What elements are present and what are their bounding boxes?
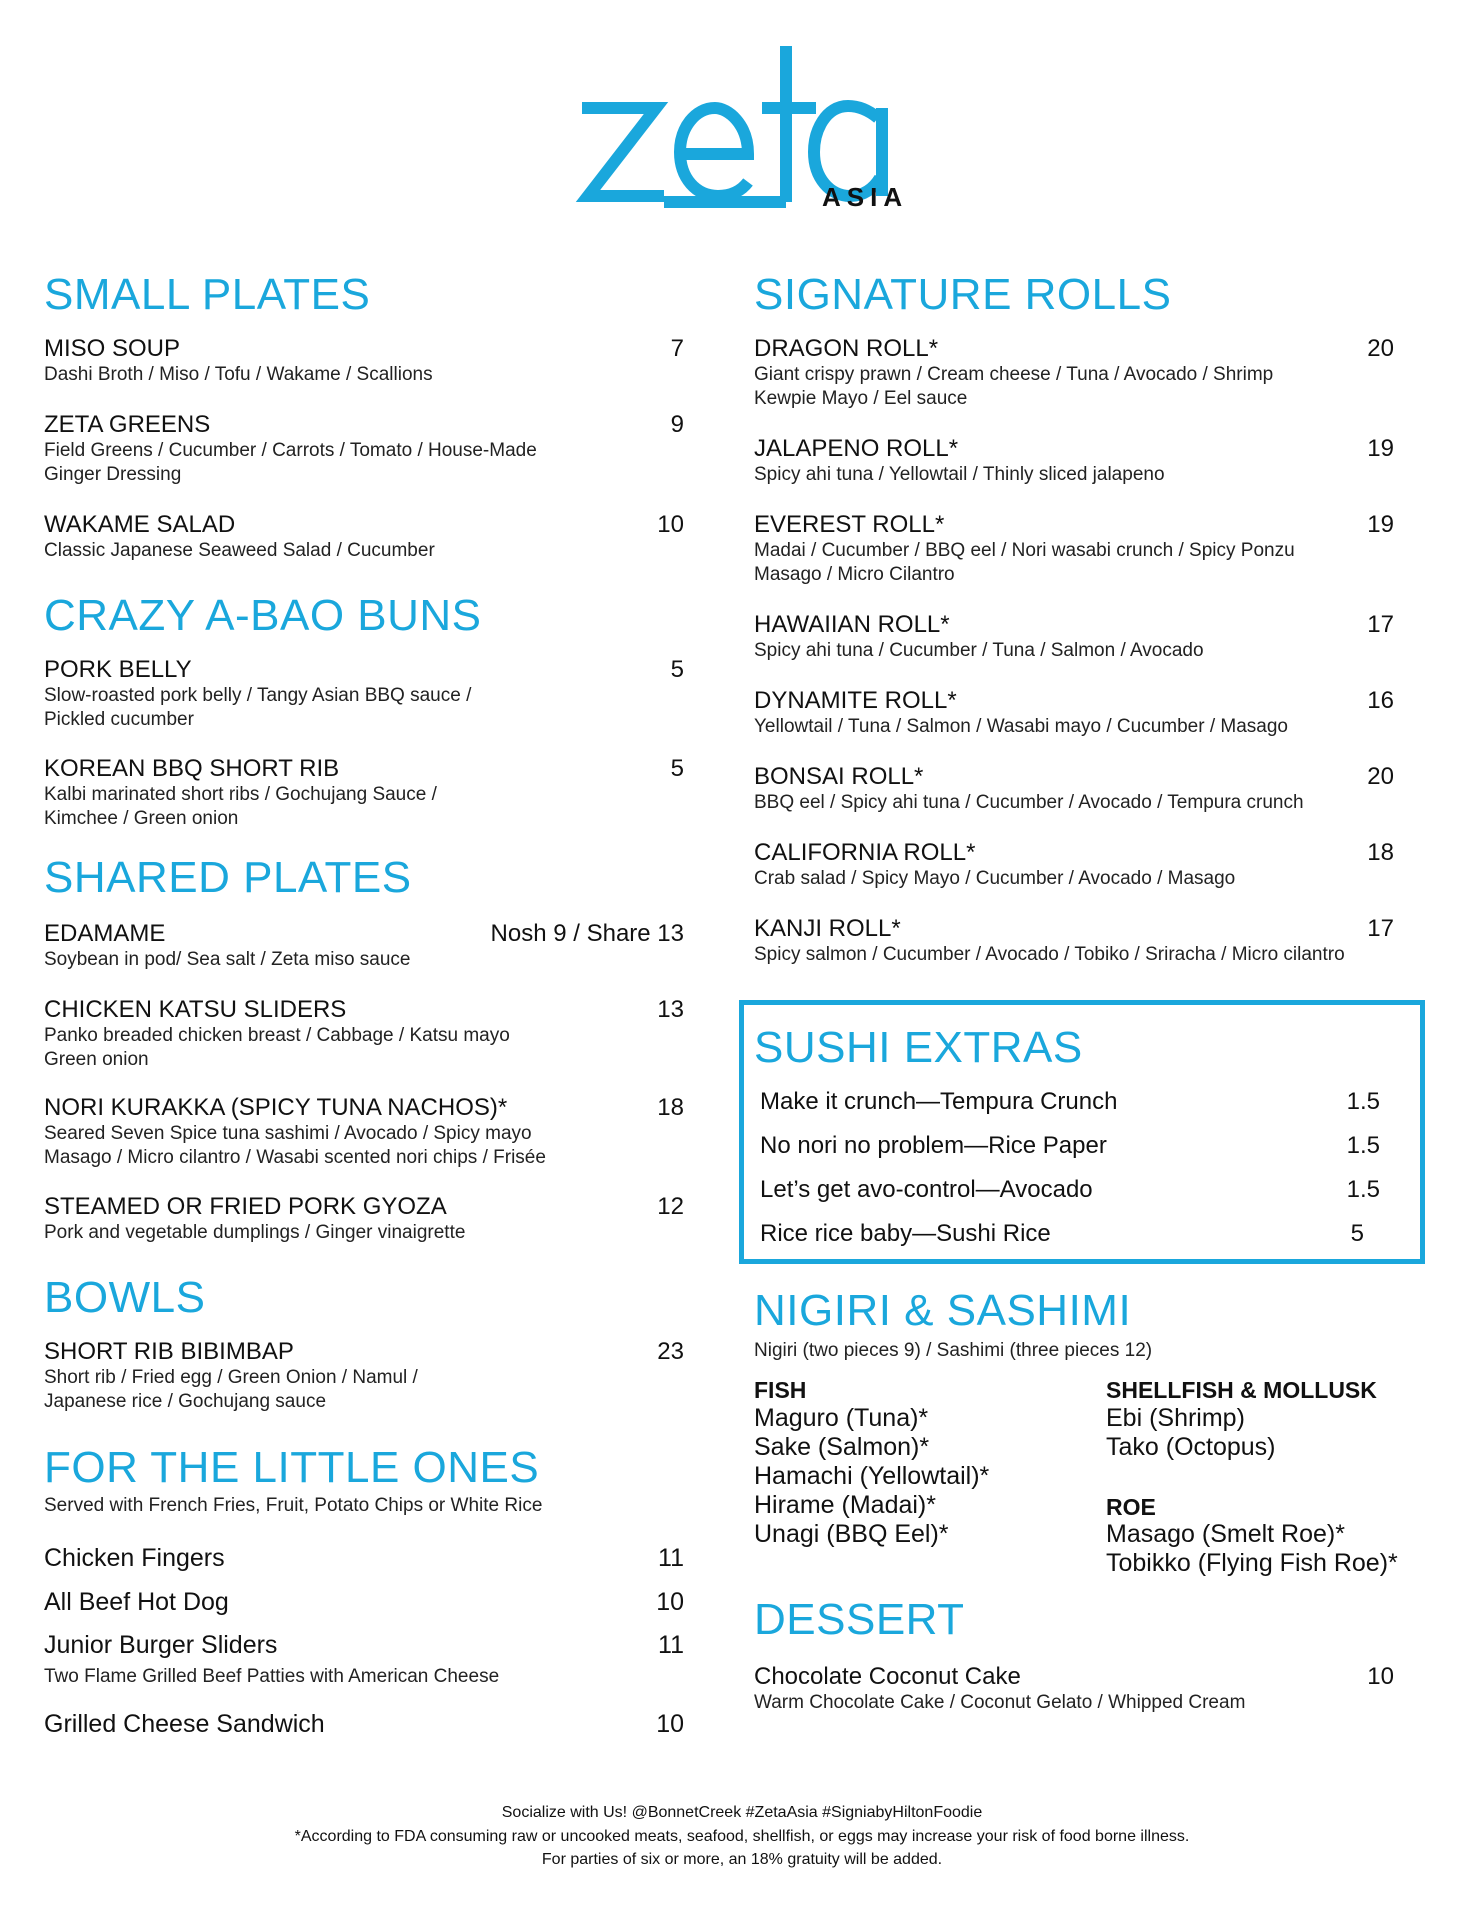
menu-item: Chocolate Coconut Cake 10 Warm Chocolate Cake / Coconut Gelato / Whipped Cream	[754, 1663, 1394, 1713]
gratuity-note: For parties of six or more, an 18% gratuity will be added.	[541, 1851, 943, 1868]
list-item: Sake (Salmon)*	[754, 1433, 930, 1461]
list-item: Maguro (Tuna)*	[754, 1404, 929, 1432]
menu-item: Grilled Cheese Sandwich 10	[44, 1710, 684, 1738]
menu-item: JALAPENO ROLL* 19 Spicy ahi tuna / Yellowtail / Thinly sliced jalapeno	[754, 435, 1394, 485]
zeta-asia-logo	[560, 36, 960, 216]
little-ones-title: FOR THE LITTLE ONES	[44, 1443, 540, 1492]
social-line: Socialize with Us! @BonnetCreek #ZetaAsia #SigniabyHiltonFoodie	[501, 1804, 983, 1821]
menu-item: NORI KURAKKA (SPICY TUNA NACHOS)* 18 Seared Seven Spice tuna sashimi / Avocado / Spicy mayo Masago / Micro cilantro / Wasabi scented nori chips / Frisée	[44, 1094, 684, 1168]
menu-item: CHICKEN KATSU SLIDERS 13 Panko breaded chicken breast / Cabbage / Katsu mayo Green onion	[44, 996, 684, 1070]
menu-item: Junior Burger Sliders 11 Two Flame Grilled Beef Patties with American Cheese	[44, 1631, 684, 1687]
menu-item: WAKAME SALAD 10 Classic Japanese Seaweed Salad / Cucumber	[44, 511, 684, 561]
dessert-title: DESSERT	[754, 1595, 965, 1644]
list-item: Hamachi (Yellowtail)*	[754, 1462, 990, 1490]
menu-item: KANJI ROLL* 17 Spicy salmon / Cucumber / Avocado / Tobiko / Sriracha / Micro cilantro	[754, 915, 1394, 965]
nigiri-title: NIGIRI & SASHIMI	[754, 1286, 1132, 1335]
menu-item: HAWAIIAN ROLL* 17 Spicy ahi tuna / Cucumber / Tuna / Salmon / Avocado	[754, 611, 1394, 661]
menu-item: KOREAN BBQ SHORT RIB 5 Kalbi marinated short ribs / Gochujang Sauce / Kimchee / Green onion	[44, 755, 684, 829]
list-item: Unagi (BBQ Eel)*	[754, 1520, 949, 1548]
menu-item: STEAMED OR FRIED PORK GYOZA 12 Pork and vegetable dumplings / Ginger vinaigrette	[44, 1193, 684, 1243]
sushi-extras-box	[739, 1000, 1425, 1264]
menu-item: EVEREST ROLL* 19 Madai / Cucumber / BBQ eel / Nori wasabi crunch / Spicy Ponzu Masago / Micro Cilantro	[754, 511, 1394, 585]
menu-item: MISO SOUP 7 Dashi Broth / Miso / Tofu / Wakame / Scallions	[44, 335, 684, 385]
menu-item: DYNAMITE ROLL* 16 Yellowtail / Tuna / Salmon / Wasabi mayo / Cucumber / Masago	[754, 687, 1394, 737]
signature-rolls-title: SIGNATURE ROLLS	[754, 270, 1172, 319]
roe-heading: ROE	[1106, 1494, 1156, 1520]
menu-item: BONSAI ROLL* 20 BBQ eel / Spicy ahi tuna / Cucumber / Avocado / Tempura crunch	[754, 763, 1394, 813]
shellfish-heading: SHELLFISH & MOLLUSK	[1106, 1377, 1377, 1403]
list-item: Ebi (Shrimp)	[1106, 1404, 1245, 1432]
list-item: Tako (Octopus)	[1106, 1433, 1276, 1461]
sushi-extras-title: SUSHI EXTRAS	[754, 1023, 1083, 1072]
list-item: Make it crunch—Tempura Crunch 1.5	[760, 1088, 1380, 1115]
menu-item: Chicken Fingers 11	[44, 1544, 684, 1572]
shared-plates-title: SHARED PLATES	[44, 853, 412, 902]
menu-item: All Beef Hot Dog 10	[44, 1588, 684, 1616]
list-item: Masago (Smelt Roe)*	[1106, 1520, 1345, 1548]
little-ones-subtitle: Served with French Fries, Fruit, Potato Chips or White Rice	[44, 1495, 543, 1516]
menu-item: ZETA GREENS 9 Field Greens / Cucumber / Carrots / Tomato / House-Made Ginger Dressing	[44, 411, 684, 485]
nigiri-subtitle: Nigiri (two pieces 9) / Sashimi (three pieces 12)	[754, 1340, 1153, 1361]
menu-item: EDAMAME Nosh 9 / Share 13 Soybean in pod/ Sea salt / Zeta miso sauce	[44, 920, 684, 970]
list-item: Let’s get avo-control—Avocado 1.5	[760, 1176, 1380, 1203]
menu-item: DRAGON ROLL* 20 Giant crispy prawn / Cream cheese / Tuna / Avocado / Shrimp Kewpie Mayo / Eel sauce	[754, 335, 1394, 409]
list-item: Tobikko (Flying Fish Roe)*	[1106, 1549, 1398, 1577]
menu-item: SHORT RIB BIBIMBAP 23 Short rib / Fried egg / Green Onion / Namul / Japanese rice / Gochujang sauce	[44, 1338, 684, 1412]
fda-disclaimer: *According to FDA consuming raw or uncooked meats, seafood, shellfish, or eggs may increase your risk of food borne illness.	[294, 1828, 1190, 1845]
small-plates-title: SMALL PLATES	[44, 270, 371, 319]
list-item: Rice rice baby—Sushi Rice 5	[760, 1220, 1364, 1247]
list-item: Hirame (Madai)*	[754, 1491, 936, 1519]
menu-item: PORK BELLY 5 Slow-roasted pork belly / Tangy Asian BBQ sauce / Pickled cucumber	[44, 656, 684, 730]
logo-subtitle: ASIA	[822, 182, 909, 212]
bao-buns-title: CRAZY A-BAO BUNS	[44, 591, 482, 640]
logo-wordmark: zeta	[560, 36, 562, 37]
bowls-title: BOWLS	[44, 1273, 206, 1322]
fish-heading: FISH	[754, 1377, 807, 1403]
list-item: No nori no problem—Rice Paper 1.5	[760, 1132, 1380, 1159]
menu-item: CALIFORNIA ROLL* 18 Crab salad / Spicy Mayo / Cucumber / Avocado / Masago	[754, 839, 1394, 889]
